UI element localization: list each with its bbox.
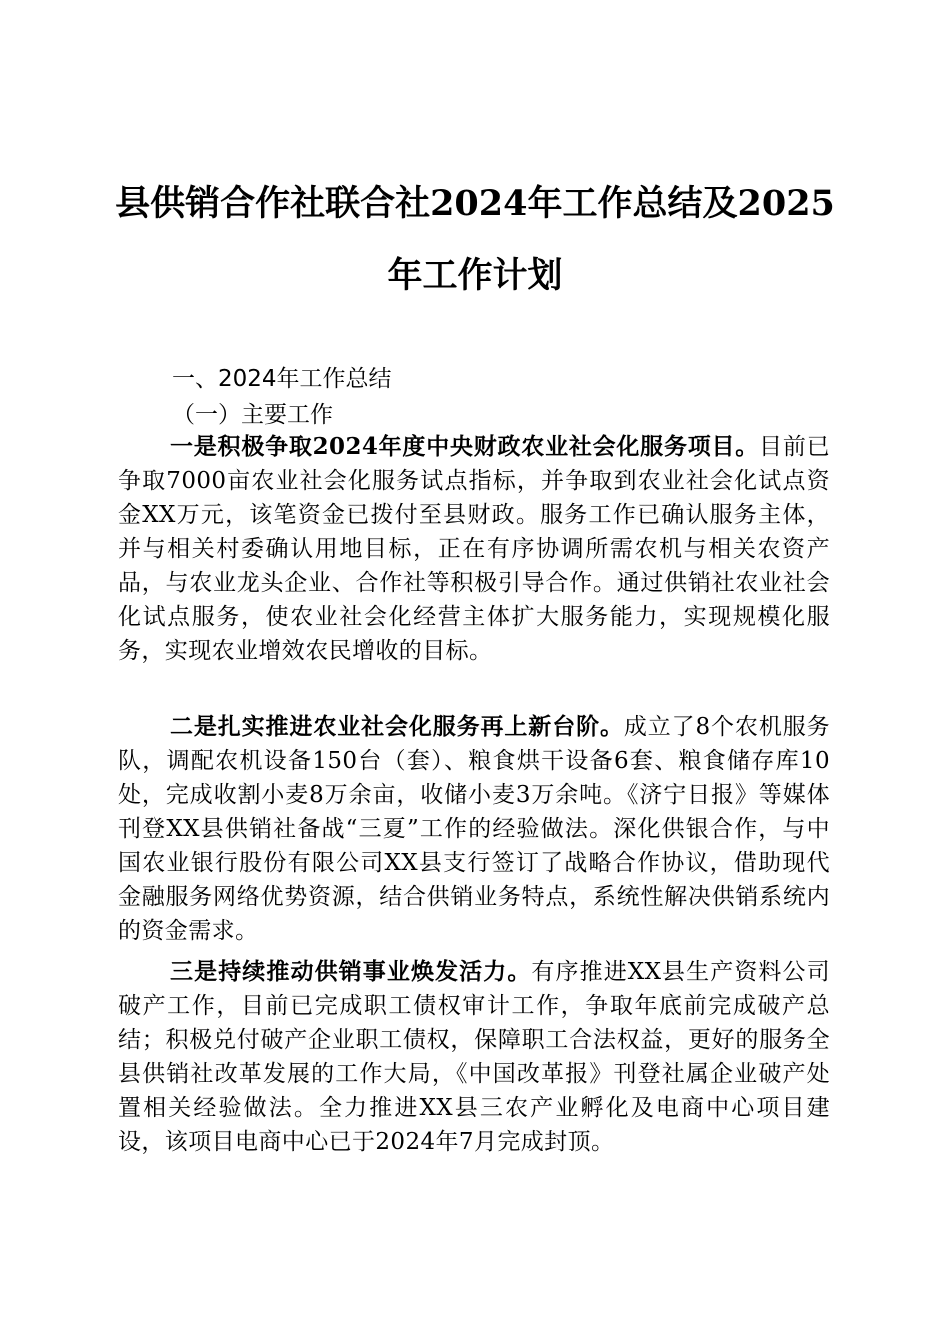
- paragraph-1: [118, 430, 830, 668]
- paragraph-3-lead: 三是持续推动供销事业焕发活力。: [170, 958, 532, 985]
- paragraph-2-body: 成立了8个农机服务队，调配农机设备150台（套）、粮食烘干设备6套、粮食储存库10处，完成收割小麦8万余亩，收储小麦3万余吨。《济宁日报》等媒体刊登XX县供销社备战“三夏”工作的经验做法。深化供银合作，与中国农业银行股份有限公司XX县支行签订了战略合作协议，借助现代金融服务网络优势资源，结合供销业务特点，系统性解决供销系统内的资金需求。: [118, 714, 830, 944]
- document-title: 县供销合作社联合社2024年工作总结及2025年工作计划: [115, 183, 835, 296]
- subsection-heading: （一）主要工作: [172, 402, 333, 428]
- paragraph-1-lead: 一是积极争取2024年度中央财政农业社会化服务项目。: [170, 433, 760, 460]
- paragraph-3: [118, 955, 830, 1159]
- section-heading: 一、2024年工作总结: [172, 366, 392, 392]
- paragraph-1-body: 目前已争取7000亩农业社会化服务试点指标，并争取到农业社会化试点资金XX万元，该笔资金已拨付至县财政。服务工作已确认服务主体，并与相关村委确认用地目标，正在有序协调所需农机与相关农资产品，与农业龙头企业、合作社等积极引导合作。通过供销社农业社会化试点服务，使农业社会化经营主体扩大服务能力，实现规模化服务，实现农业增效农民增收的目标。: [118, 434, 830, 664]
- paragraph-2: [118, 710, 830, 948]
- paragraph-3-body: 有序推进XX县生产资料公司破产工作，目前已完成职工债权审计工作，争取年底前完成破产总结；积极兑付破产企业职工债权，保障职工合法权益，更好的服务全县供销社改革发展的工作大局，《中国改革报》刊登社属企业破产处置相关经验做法。全力推进XX县三农产业孵化及电商中心项目建设，该项目电商中心已于2024年7月完成封顶。: [118, 959, 831, 1155]
- paragraph-2-lead: 二是扎实推进农业社会化服务再上新台阶。: [170, 713, 624, 740]
